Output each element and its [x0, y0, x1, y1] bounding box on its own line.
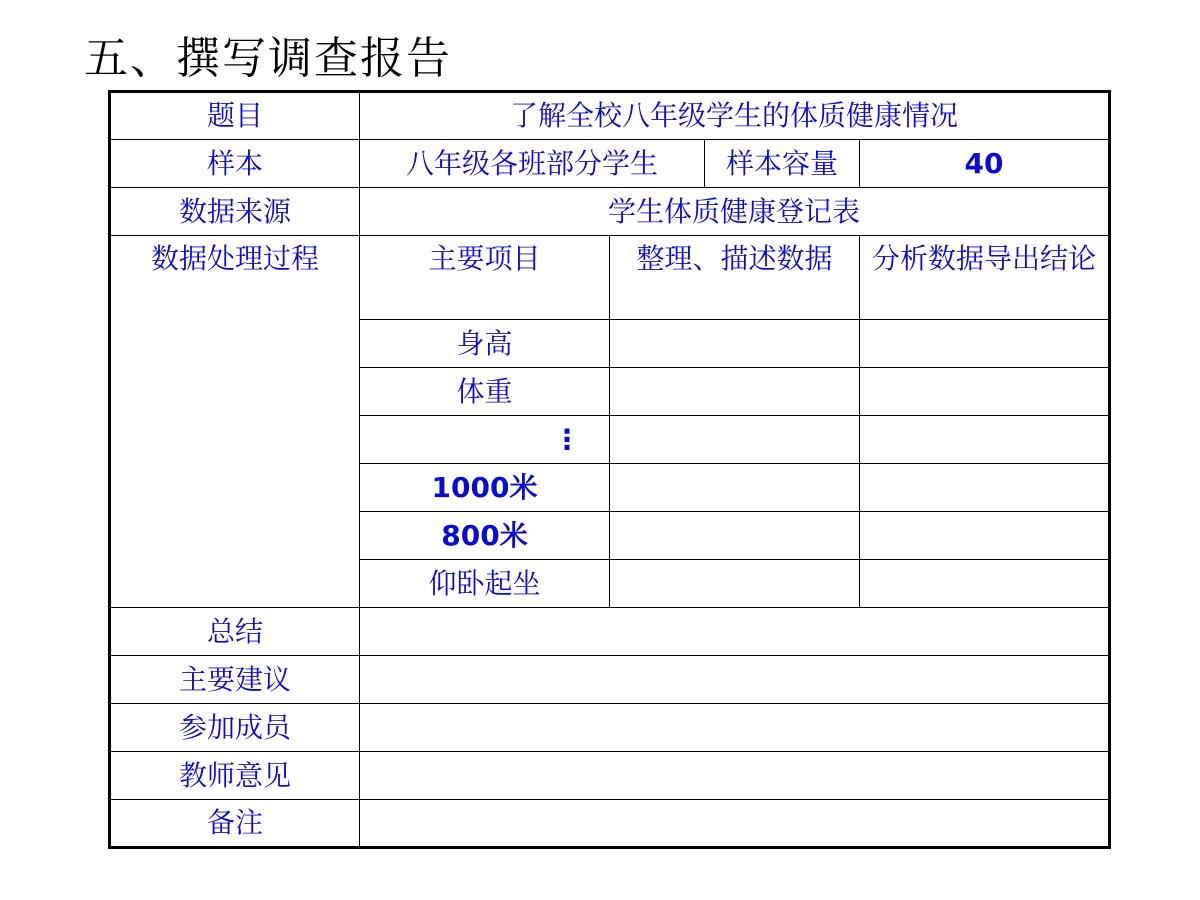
- topic-value: 了解全校八年级学生的体质健康情况: [360, 92, 1110, 140]
- members-label: 参加成员: [110, 704, 360, 752]
- conclusion-cell: [860, 560, 1110, 608]
- suggestions-value: [360, 656, 1110, 704]
- process-label: 数据处理过程: [110, 236, 360, 608]
- data-source-label: 数据来源: [110, 188, 360, 236]
- sample-row: [110, 140, 1110, 188]
- sample-label: 样本: [110, 140, 360, 188]
- item-situps: 仰卧起坐: [360, 560, 610, 608]
- header-analyze-conclude: 分析数据导出结论: [860, 236, 1110, 320]
- header-organize-describe: 整理、描述数据: [610, 236, 860, 320]
- notes-row: [110, 800, 1110, 848]
- conclusion-cell: [860, 320, 1110, 368]
- data-source-value: 学生体质健康登记表: [360, 188, 1110, 236]
- topic-row: [110, 92, 1110, 140]
- header-main-items: 主要项目: [360, 236, 610, 320]
- sample-size-value: 40: [860, 140, 1110, 188]
- members-value: [360, 704, 1110, 752]
- item-1000m: 1000米: [360, 464, 610, 512]
- item-800m: 800米: [360, 512, 610, 560]
- suggestions-label: 主要建议: [110, 656, 360, 704]
- sample-size-label: 样本容量: [705, 140, 860, 188]
- conclusion-cell: [860, 464, 1110, 512]
- members-row: [110, 704, 1110, 752]
- sample-value: 八年级各班部分学生: [360, 140, 705, 188]
- teacher-opinion-label: 教师意见: [110, 752, 360, 800]
- item-weight: 体重: [360, 368, 610, 416]
- suggestions-row: [110, 656, 1110, 704]
- summary-label: 总结: [110, 608, 360, 656]
- notes-value: [360, 800, 1110, 848]
- describe-cell: [610, 320, 860, 368]
- describe-cell: [610, 464, 860, 512]
- summary-row: [110, 608, 1110, 656]
- describe-cell: [610, 368, 860, 416]
- conclusion-cell: [860, 368, 1110, 416]
- describe-cell: [610, 512, 860, 560]
- conclusion-cell: [860, 512, 1110, 560]
- teacher-opinion-value: [360, 752, 1110, 800]
- notes-label: 备注: [110, 800, 360, 848]
- describe-cell: [610, 416, 860, 464]
- item-height: 身高: [360, 320, 610, 368]
- summary-value: [360, 608, 1110, 656]
- topic-label: 题目: [110, 92, 360, 140]
- describe-cell: [610, 560, 860, 608]
- report-table: [108, 90, 1111, 849]
- conclusion-cell: [860, 416, 1110, 464]
- item-ellipsis: ⋮: [360, 416, 610, 464]
- teacher-opinion-row: [110, 752, 1110, 800]
- process-header-row: [110, 236, 1110, 320]
- data-source-row: [110, 188, 1110, 236]
- page-title: 五、撰写调查报告: [84, 33, 452, 84]
